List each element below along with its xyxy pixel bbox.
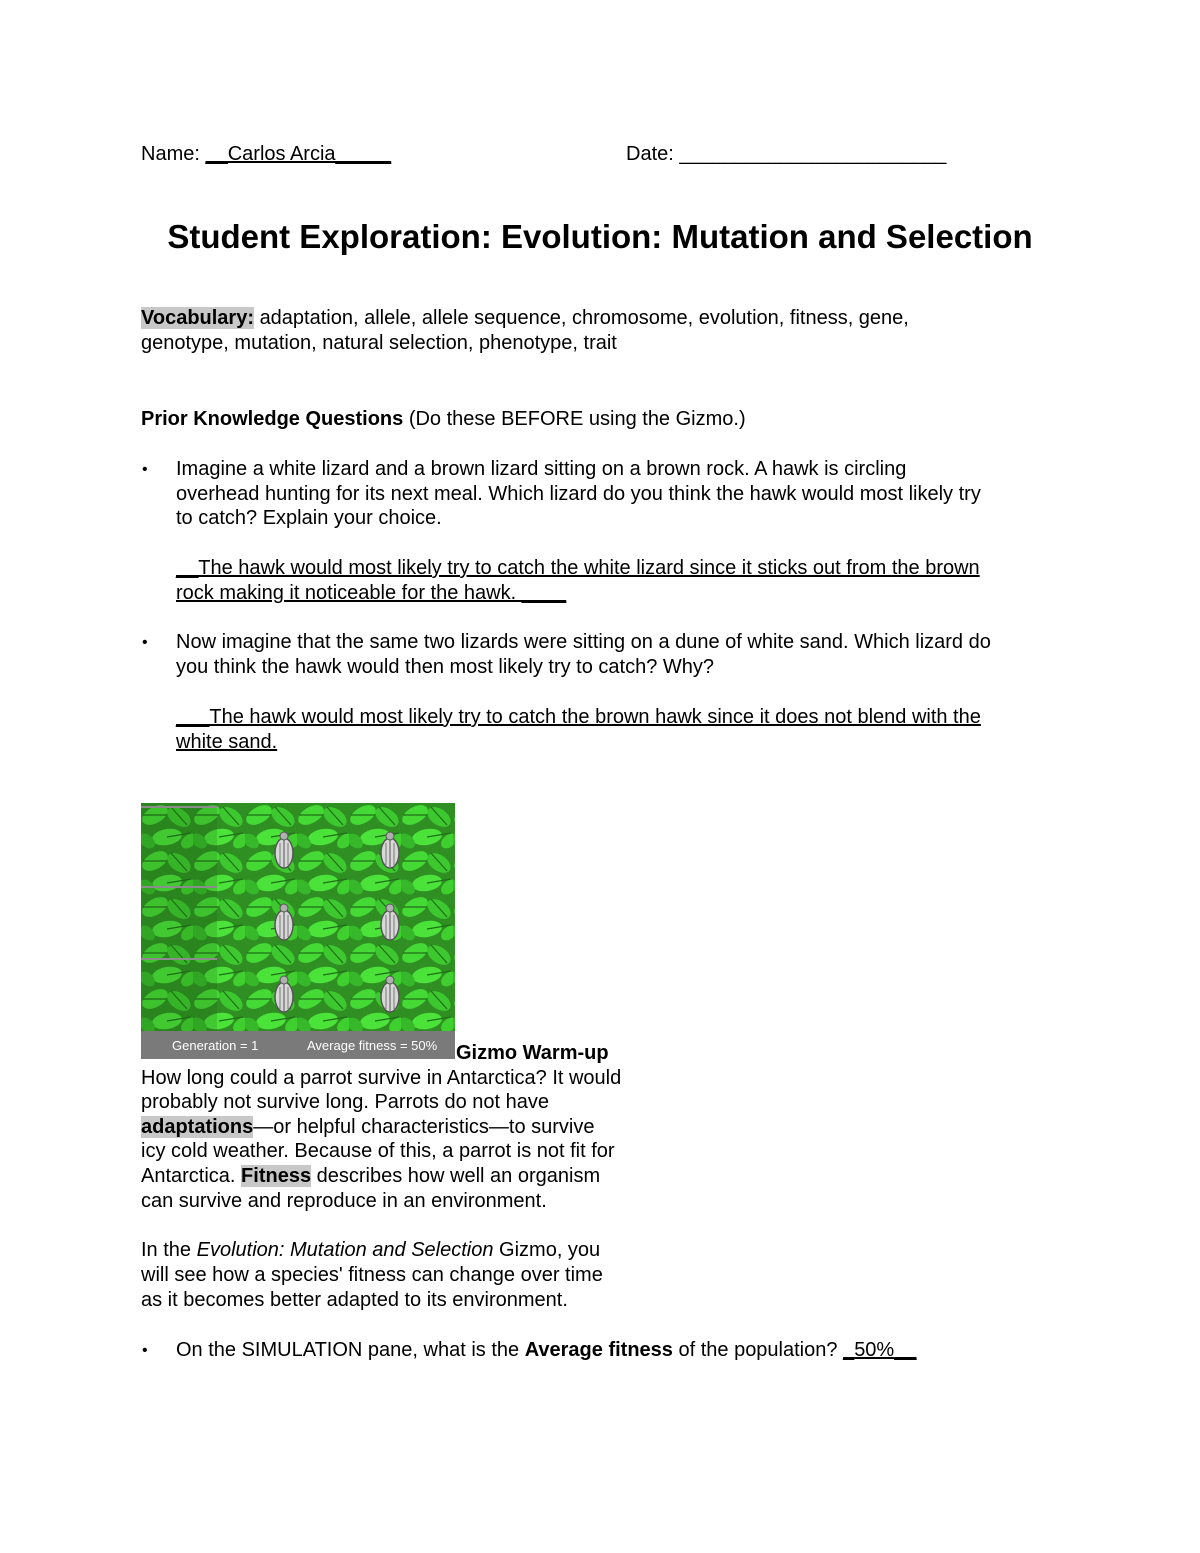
q2-line-1: Now imagine that the same two lizards were sitting on a dune of white sand. Which lizard do [176, 631, 991, 653]
q2-line-2: you think the hawk would then most likely try to catch? Why? [176, 656, 715, 678]
name-value[interactable]: __Carlos Arcia_____ [205, 143, 392, 165]
name-line [141, 143, 391, 166]
warmup-p1-line-1: How long could a parrot survive in Antarctica? It would [141, 1067, 622, 1089]
bug-icon[interactable] [381, 832, 399, 868]
prior-heading-text: Prior Knowledge Questions [141, 408, 404, 430]
prior-knowledge-heading [141, 407, 746, 432]
bullet-icon: • [142, 461, 148, 478]
page-title: Student Exploration: Evolution: Mutation and Selection [167, 218, 1033, 255]
bug-icon[interactable] [275, 904, 293, 940]
fitness-answer-value: 50% [854, 1339, 895, 1361]
warmup-p1-line-2: probably not survive long. Parrots do not have [141, 1091, 550, 1113]
bullet-icon: • [142, 1342, 148, 1359]
bug-icon[interactable] [275, 832, 293, 868]
simulation-image [141, 803, 455, 1059]
q1-answer-line-1[interactable]: __The hawk would most likely try to catch the white lizard since it sticks out from the brown [176, 557, 980, 579]
warmup-p2-line-3: as it becomes better adapted to its environment. [141, 1289, 568, 1311]
fitness-question-end: of the population? [678, 1339, 838, 1361]
fitness-question-start: On the SIMULATION pane, what is the [176, 1339, 520, 1361]
fitness-answer[interactable] [843, 1339, 916, 1361]
q1-line-2: overhead hunting for its next meal. Which lizard do you think the hawk would most likely try [176, 483, 981, 505]
bullet-icon: • [142, 634, 148, 651]
warmup-p2-line-1 [141, 1238, 600, 1263]
fitness-answer-pre: _ [843, 1339, 855, 1361]
warmup-p2-line-2: will see how a species' fitness can change over time [141, 1264, 603, 1286]
vocabulary-line-1 [141, 306, 909, 331]
warmup-p1-line-5-rest: describes how well an organism [316, 1165, 601, 1187]
warmup-p1-line-3-rest: —or helpful characteristics—to survive [253, 1116, 595, 1138]
warmup-p1-line-3 [141, 1115, 594, 1140]
fitness-question-bold: Average fitness [524, 1339, 673, 1361]
warmup-p2-start: In the [141, 1239, 192, 1261]
warmup-p2-end: Gizmo, you [499, 1239, 601, 1261]
date-value[interactable]: ________________________ [679, 143, 947, 165]
average-fitness-readout: Average fitness = 50% [307, 1038, 438, 1053]
warmup-heading: Gizmo Warm-up [456, 1042, 609, 1064]
vocabulary-label: Vocabulary: [141, 307, 254, 329]
warmup-p1-line-5-start: Antarctica. [141, 1165, 236, 1187]
bug-icon[interactable] [381, 976, 399, 1012]
q2-answer-line-1[interactable]: ___The hawk would most likely try to catch the brown hawk since it does not blend with the [176, 706, 981, 728]
q1-line-3: to catch? Explain your choice. [176, 507, 442, 529]
q2-answer-line-2[interactable]: white sand. [176, 731, 278, 753]
term-fitness: Fitness [241, 1165, 312, 1187]
prior-heading-note: (Do these BEFORE using the Gizmo.) [408, 408, 746, 430]
bugs-layer [141, 803, 455, 1031]
bug-icon[interactable] [275, 976, 293, 1012]
bug-icon[interactable] [381, 904, 399, 940]
q1-answer-line-2[interactable]: rock making it noticeable for the hawk. ____ [176, 582, 567, 604]
simulation-status-bar [141, 1031, 455, 1059]
q1-line-1: Imagine a white lizard and a brown lizard sitting on a brown rock. A hawk is circling [176, 458, 907, 480]
warmup-p1-line-4: icy cold weather. Because of this, a parrot is not fit for [141, 1140, 615, 1162]
warmup-p1-line-6: can survive and reproduce in an environment. [141, 1190, 547, 1212]
fitness-question [176, 1338, 916, 1363]
date-line [626, 143, 946, 166]
generation-readout: Generation = 1 [172, 1038, 259, 1053]
warmup-p1-line-5 [141, 1164, 600, 1189]
vocabulary-terms-1: adaptation, allele, allele sequence, chromosome, evolution, fitness, gene, [259, 307, 909, 329]
term-adaptations: adaptations [141, 1116, 254, 1138]
fitness-answer-post: __ [894, 1339, 917, 1361]
vocabulary-line-2: genotype, mutation, natural selection, phenotype, trait [141, 332, 617, 354]
date-label: Date: [626, 143, 674, 165]
name-label: Name: [141, 143, 200, 165]
gizmo-name: Evolution: Mutation and Selection [196, 1239, 494, 1261]
